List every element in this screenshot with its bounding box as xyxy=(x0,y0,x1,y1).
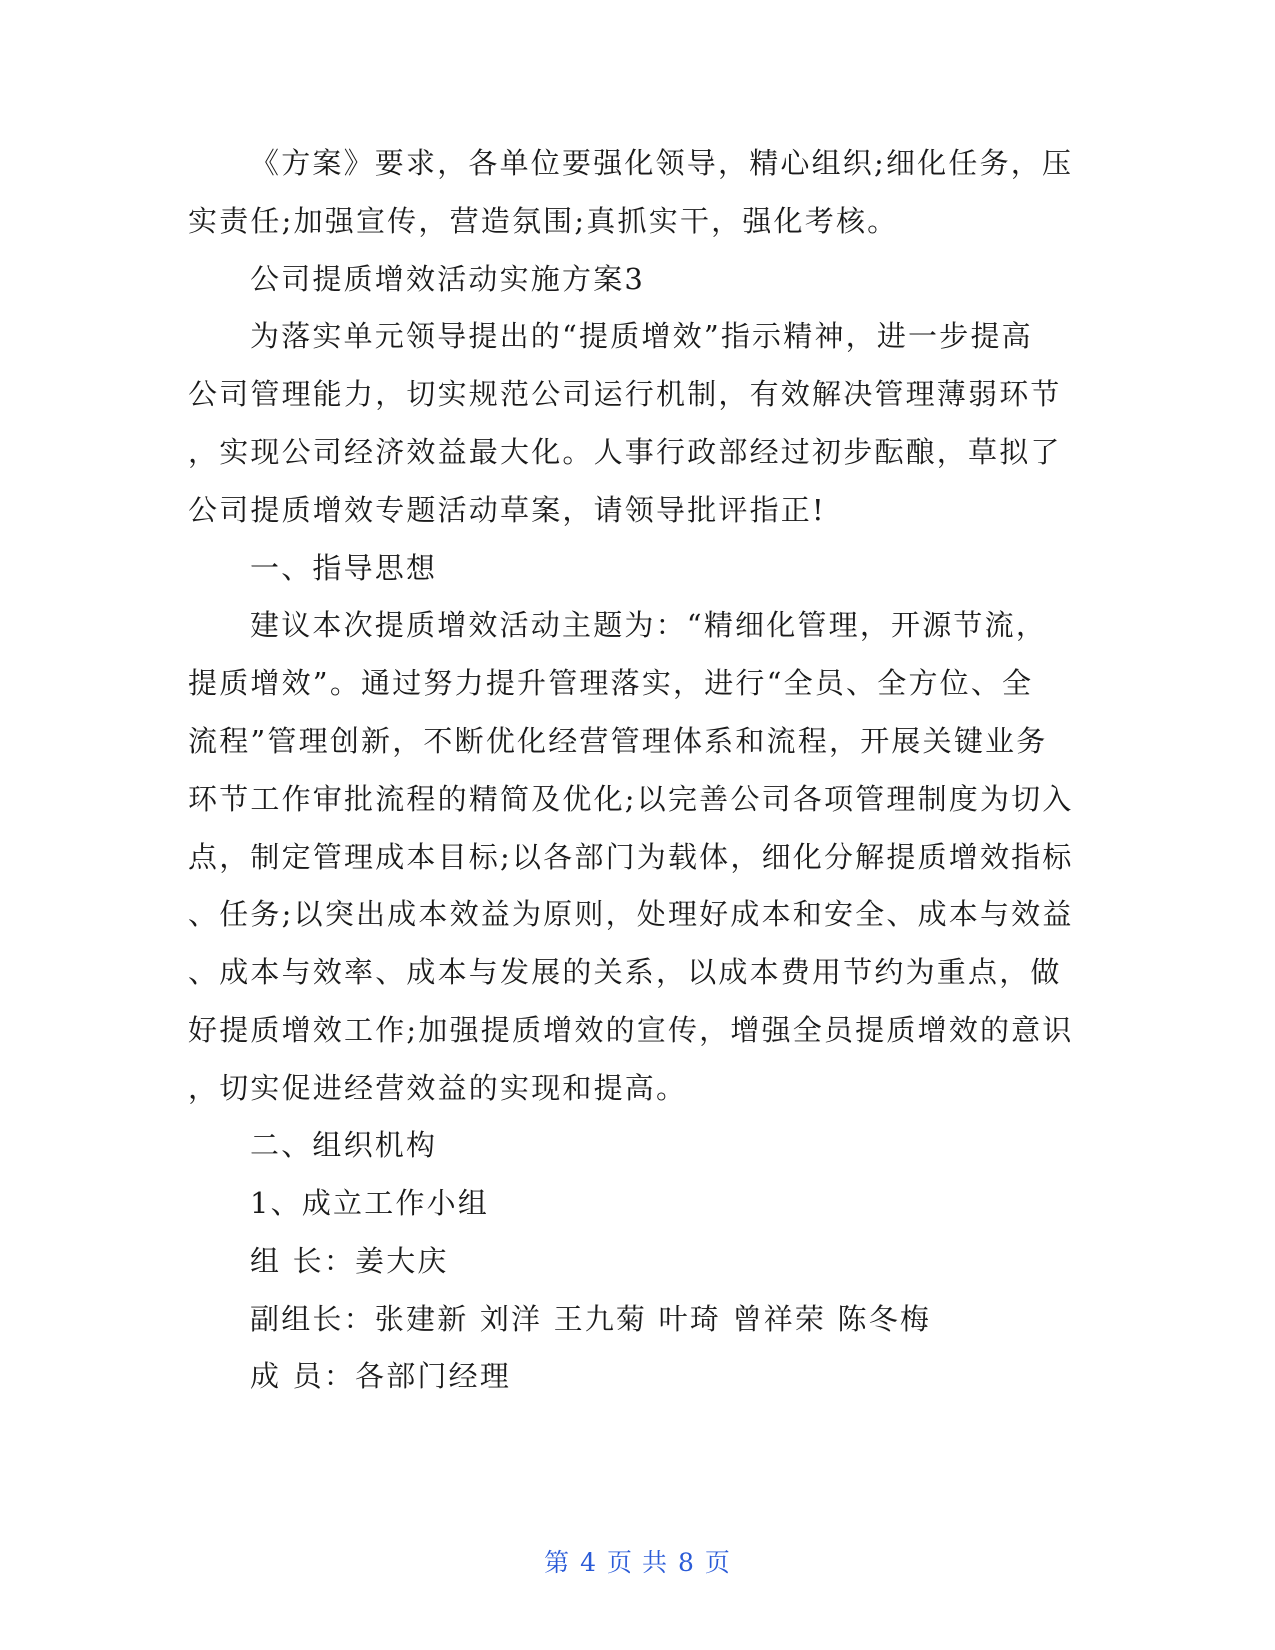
section-heading: 二、组织机构 xyxy=(250,1128,438,1162)
paragraph-line: ，实现公司经济效益最大化。人事行政部经过初步酝酿，草拟了 xyxy=(188,435,1062,469)
paragraph-line: 环节工作审批流程的精简及优化;以完善公司各项管理制度为切入 xyxy=(188,782,1074,816)
team-members: 成 员：各部门经理 xyxy=(250,1359,512,1393)
paragraph-line: 、任务;以突出成本效益为原则，处理好成本和安全、成本与效益 xyxy=(188,897,1074,931)
paragraph-line: 流程”管理创新，不断优化经营管理体系和流程，开展关键业务 xyxy=(188,724,1048,758)
total-pages-number: 8 xyxy=(677,1548,695,1577)
current-page-number: 4 xyxy=(580,1548,598,1577)
paragraph-line: 公司提质增效专题活动草案，请领导批评指正! xyxy=(188,493,826,527)
paragraph-line: 点，制定管理成本目标;以各部门为载体，细化分解提质增效指标 xyxy=(188,840,1074,874)
paragraph-line: 为落实单元领导提出的“提质增效”指示精神，进一步提高 xyxy=(250,319,1033,353)
paragraph-line: 公司管理能力，切实规范公司运行机制，有效解决管理薄弱环节 xyxy=(188,377,1062,411)
paragraph-line: 、成本与效率、成本与发展的关系，以成本费用节约为重点，做 xyxy=(188,955,1062,989)
team-leader: 组 长：姜大庆 xyxy=(250,1244,449,1278)
footer-middle: 页 共 xyxy=(607,1548,668,1577)
paragraph-line: 实责任;加强宣传，营造氛围;真抓实干，强化考核。 xyxy=(188,204,899,238)
footer-suffix: 页 xyxy=(704,1548,731,1577)
paragraph-line: 提质增效”。通过努力提升管理落实，进行“全员、全方位、全 xyxy=(188,666,1034,700)
sub-heading: 1、成立工作小组 xyxy=(250,1186,490,1220)
paragraph-line: 好提质增效工作;加强提质增效的宣传，增强全员提质增效的意识 xyxy=(188,1013,1074,1047)
page-footer xyxy=(0,1543,1275,1579)
team-deputy-leaders: 副组长：张建新 刘洋 王九菊 叶琦 曾祥荣 陈冬梅 xyxy=(250,1302,932,1336)
footer-prefix: 第 xyxy=(544,1548,571,1577)
section-title: 公司提质增效活动实施方案3 xyxy=(250,262,646,296)
paragraph-line: ，切实促进经营效益的实现和提高。 xyxy=(188,1071,688,1105)
paragraph-line: 《方案》要求，各单位要强化领导，精心组织;细化任务，压 xyxy=(250,146,1074,180)
section-heading: 一、指导思想 xyxy=(250,551,438,585)
paragraph-line: 建议本次提质增效活动主题为：“精细化管理，开源节流， xyxy=(250,608,1048,642)
